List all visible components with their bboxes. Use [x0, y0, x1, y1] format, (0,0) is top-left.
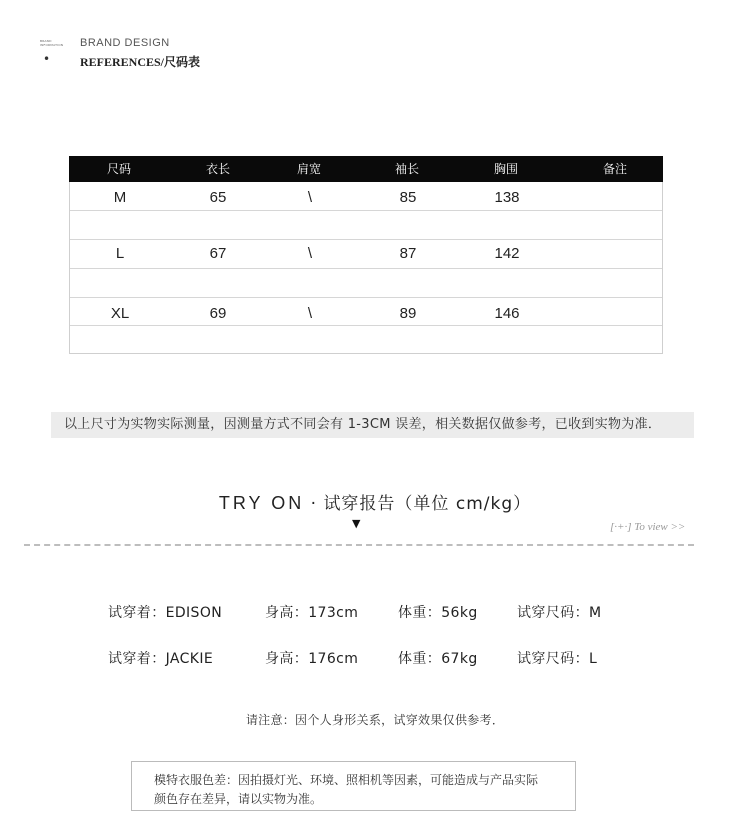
- cell-size: L: [115, 245, 125, 262]
- brand-small-line2: INFORMATION: [40, 43, 64, 47]
- brand-info-small: [40, 39, 63, 47]
- cell-sleeve: 89: [399, 305, 417, 322]
- size-table: [69, 156, 663, 354]
- header-size: 尺码: [106, 162, 132, 176]
- cell-shoulder: \: [307, 189, 313, 206]
- header-shoulder: 肩宽: [296, 162, 322, 176]
- cell-size: XL: [110, 305, 130, 322]
- size-table-header: [69, 156, 663, 182]
- tryon-title-separator: ·: [310, 494, 318, 514]
- cell-sleeve: 85: [399, 189, 417, 206]
- tryon-size: 试穿尺码：L: [517, 651, 598, 667]
- cell-length: 69: [209, 305, 227, 322]
- header-chest: 胸围: [493, 162, 519, 176]
- cell-chest: 138: [494, 189, 520, 206]
- tryon-title: [0, 489, 750, 514]
- bullet-dot: •: [43, 52, 51, 66]
- cell-sleeve: 87: [399, 245, 417, 262]
- please-note: 请注意：因个人身形关系，试穿效果仅供参考．: [245, 713, 505, 727]
- row-divider: [70, 239, 662, 240]
- references-subtitle: REFERENCES/尺码表: [80, 55, 201, 69]
- row-divider: [70, 210, 662, 211]
- cell-shoulder: \: [307, 245, 313, 262]
- tryon-height: 身高：176cm: [265, 651, 359, 667]
- header-length: 衣长: [205, 162, 231, 176]
- disclaimer-line2: 颜色存在差异，请以实物为准。: [154, 792, 323, 806]
- to-view-link[interactable]: [·+·] To view >>: [610, 521, 686, 533]
- row-divider: [70, 297, 662, 298]
- brand-design-title: BRAND DESIGN: [80, 37, 170, 49]
- measurement-note-text: 以上尺寸为实物实际测量，因测量方式不同会有 1-3CM 误差，相关数据仅做参考，已收到实物为准．: [64, 417, 662, 432]
- tryon-size: 试穿尺码：M: [517, 605, 602, 621]
- cell-shoulder: \: [307, 305, 313, 322]
- measurement-note: [51, 412, 694, 438]
- tryon-name: 试穿着：EDISON: [108, 605, 223, 621]
- row-divider: [70, 325, 662, 326]
- header-notes: 备注: [602, 162, 628, 176]
- cell-chest: 146: [494, 305, 520, 322]
- color-disclaimer-box: [131, 761, 576, 811]
- tryon-height: 身高：173cm: [265, 605, 359, 621]
- disclaimer-line1: 模特衣服色差：因拍摄灯光、环境、照相机等因素，可能造成与产品实际: [154, 773, 539, 787]
- cell-chest: 142: [494, 245, 520, 262]
- brand-small-line1: BRAND: [40, 39, 52, 43]
- tryon-weight: 体重：67kg: [398, 651, 478, 667]
- row-divider: [70, 268, 662, 269]
- header-sleeve: 袖长: [394, 162, 420, 176]
- tryon-weight: 体重：56kg: [398, 605, 478, 621]
- cell-length: 67: [209, 245, 227, 262]
- tryon-title-en: TRY ON: [218, 493, 305, 513]
- tryon-name: 试穿着：JACKIE: [108, 651, 214, 667]
- tryon-title-cn: 试穿报告（单位 cm/kg）: [323, 494, 532, 514]
- cell-size: M: [113, 189, 127, 206]
- dashed-divider: [24, 544, 694, 546]
- arrow-down-icon: ▼: [352, 517, 361, 530]
- cell-length: 65: [209, 189, 227, 206]
